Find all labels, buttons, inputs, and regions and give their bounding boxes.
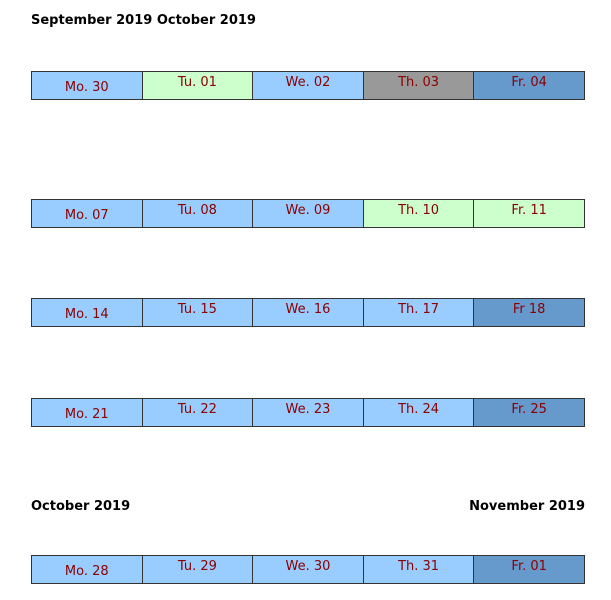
day-cell-fri[interactable]: Fr. 01: [474, 556, 584, 583]
day-cell-tue[interactable]: Tu. 15: [143, 299, 254, 326]
day-cell-mon[interactable]: Mo. 30: [32, 72, 143, 99]
day-cell-tue[interactable]: Tu. 08: [143, 200, 254, 227]
day-cell-fri[interactable]: Fr. 25: [474, 399, 584, 426]
day-cell-thu[interactable]: Th. 03: [364, 72, 475, 99]
day-cell-mon[interactable]: Mo. 21: [32, 399, 143, 426]
day-cell-thu[interactable]: Th. 24: [364, 399, 475, 426]
week-row-5: [31, 555, 585, 584]
week-row-1: [31, 71, 585, 100]
week-row-4: [31, 398, 585, 427]
day-cell-mon[interactable]: Mo. 28: [32, 556, 143, 583]
day-cell-tue[interactable]: Tu. 22: [143, 399, 254, 426]
day-cell-fri[interactable]: Fr. 11: [474, 200, 584, 227]
day-cell-wed[interactable]: We. 09: [253, 200, 364, 227]
day-cell-fri[interactable]: Fr 18: [474, 299, 584, 326]
day-cell-thu[interactable]: Th. 17: [364, 299, 475, 326]
day-cell-mon[interactable]: Mo. 14: [32, 299, 143, 326]
day-cell-tue[interactable]: Tu. 29: [143, 556, 254, 583]
week-row-2: [31, 199, 585, 228]
day-cell-wed[interactable]: We. 16: [253, 299, 364, 326]
week-row-3: [31, 298, 585, 327]
month-heading-october: October 2019: [31, 499, 131, 514]
day-cell-wed[interactable]: We. 02: [253, 72, 364, 99]
month-heading-november: November 2019: [469, 499, 585, 514]
day-cell-wed[interactable]: We. 23: [253, 399, 364, 426]
day-cell-mon[interactable]: Mo. 07: [32, 200, 143, 227]
day-cell-thu[interactable]: Th. 31: [364, 556, 475, 583]
day-cell-wed[interactable]: We. 30: [253, 556, 364, 583]
day-cell-fri[interactable]: Fr. 04: [474, 72, 584, 99]
day-cell-thu[interactable]: Th. 10: [364, 200, 475, 227]
day-cell-tue[interactable]: Tu. 01: [143, 72, 254, 99]
month-heading-sep-oct: September 2019 October 2019: [31, 13, 256, 28]
